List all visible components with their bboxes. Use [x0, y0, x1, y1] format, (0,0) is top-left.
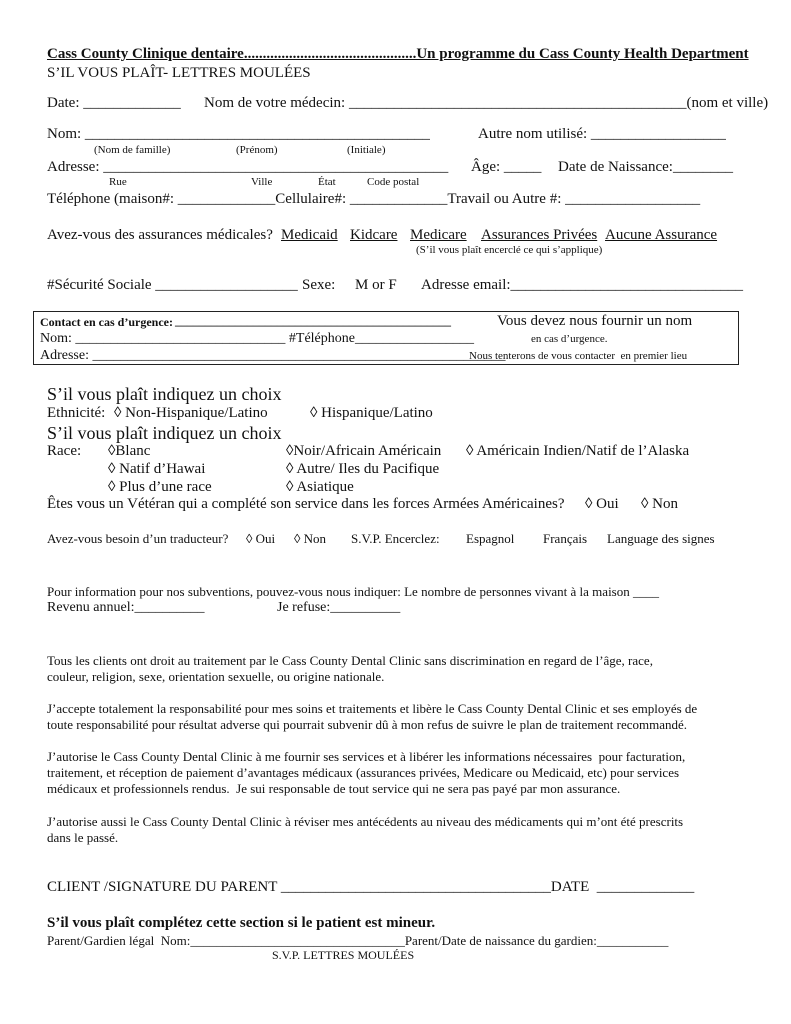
other-name-field[interactable]: Autre nom utilisé: __________________: [478, 126, 726, 142]
race-option-multiple[interactable]: ◊ Plus d’une race: [108, 479, 212, 495]
nondiscrimination-paragraph-line2: couleur, religion, sexe, orientation sexuelle, ou origine nationale.: [47, 669, 385, 684]
zip-caption: Code postal: [367, 176, 420, 188]
emergency-note-line2: en cas d’urgence.: [531, 333, 608, 345]
insurance-note: (S’il vous plaît encerclé ce qui s’applique): [416, 244, 603, 256]
authorization-paragraph-line1: J’autorise le Cass County Dental Clinic à me fournir ses services et à libérer les informations nécessaires pour facturation,: [47, 749, 686, 764]
translator-option-no[interactable]: ◊ Non: [294, 531, 327, 546]
language-option-spanish[interactable]: Espagnol: [466, 531, 515, 546]
birth-date-field[interactable]: Date de Naissance:________: [558, 159, 733, 175]
form-header-title: Cass County Clinique dentaire..............................................Un programme du Cass County Health Department: [47, 46, 749, 62]
race-option-native-american[interactable]: ◊ Américain Indien/Natif de l’Alaska: [466, 443, 690, 459]
authorization-paragraph-line3: médicaux et professionnels rendus. Je sui responsable de tout service qui ne sera pas payé par mon assurance.: [47, 781, 621, 796]
print-instruction: S’IL VOUS PLAÎT- LETTRES MOULÉES: [47, 65, 311, 81]
race-option-asian[interactable]: ◊ Asiatique: [286, 479, 354, 495]
guardian-print-instruction: S.V.P. LETTRES MOULÉES: [272, 948, 415, 962]
doctor-name-field[interactable]: Nom de votre médecin: _____________________________________________(nom et ville): [204, 95, 769, 111]
insurance-option-medicaid[interactable]: Medicaid: [281, 227, 338, 243]
race-option-hawaiian[interactable]: ◊ Natif d’Hawai: [108, 461, 206, 477]
insurance-question: Avez-vous des assurances médicales?: [47, 227, 273, 243]
emergency-address-field[interactable]: Adresse: ___________________________________________________________: [40, 348, 506, 363]
authorization-paragraph-line2: traitement, et réception de paiement d’avantages médicaux (assurances privées, Medicare ou Medicaid, etc) pour services: [47, 765, 680, 780]
emergency-note-line1: Vous devez nous fournir un nom: [497, 313, 693, 329]
emergency-contact-title: Contact en cas d’urgence:: [40, 315, 173, 329]
age-field[interactable]: Âge: _____: [471, 159, 542, 175]
street-caption: Rue: [109, 176, 127, 188]
emergency-note-line3: Nous tenterons de vous contacter en premier lieu: [469, 350, 688, 362]
household-count-field[interactable]: Pour information pour nos subventions, pouvez-vous nous indiquer: Le nombre de personnes vivant à la maison ____: [47, 584, 659, 599]
annual-income-field[interactable]: Revenu annuel:__________: [47, 600, 205, 615]
phone-fields[interactable]: Téléphone (maison#: _____________Cellulaire#: _____________Travail ou Autre #: __________________: [47, 191, 701, 207]
insurance-option-kidcare[interactable]: Kidcare: [350, 227, 398, 243]
state-caption: État: [318, 176, 336, 188]
veteran-option-yes[interactable]: ◊ Oui: [585, 496, 619, 512]
translator-option-yes[interactable]: ◊ Oui: [246, 531, 276, 546]
insurance-option-none[interactable]: Aucune Assurance: [605, 227, 718, 243]
emergency-contact-title-line: ______________________________________________: [175, 314, 451, 328]
address-field[interactable]: Adresse: ______________________________________________: [47, 159, 449, 175]
ethnicity-option-hispanic[interactable]: ◊ Hispanique/Latino: [310, 405, 433, 421]
medication-paragraph-line2: dans le passé.: [47, 830, 119, 845]
first-name-caption: (Prénom): [236, 144, 278, 156]
race-option-black[interactable]: ◊Noir/Africain Américain: [286, 443, 442, 459]
responsibility-paragraph-line2: toute responsabilité pour résultat adverse qui pourrait subvenir dû à mon refus de suivre le plan de traitement recommandé.: [47, 717, 688, 732]
language-option-french[interactable]: Français: [543, 531, 588, 546]
language-option-sign[interactable]: Language des signes: [607, 531, 715, 546]
emergency-name-phone-fields[interactable]: Nom: ______________________________ #Téléphone_________________: [40, 331, 474, 346]
name-field[interactable]: Nom: ______________________________________________: [47, 126, 430, 142]
sex-options[interactable]: M or F: [355, 277, 397, 293]
responsibility-paragraph-line1: J’accepte totalement la responsabilité pour mes soins et traitements et libère le Cass County Dental Clinic et ses employés de: [47, 701, 698, 716]
insurance-option-private[interactable]: Assurances Privées: [481, 227, 598, 243]
date-field[interactable]: Date: _____________: [47, 95, 181, 111]
email-field[interactable]: Adresse email:_______________________________: [421, 277, 744, 293]
signature-date-field[interactable]: CLIENT /SIGNATURE DU PARENT ____________________________________DATE _____________: [47, 879, 695, 895]
ssn-field[interactable]: #Sécurité Sociale ___________________: [47, 277, 298, 293]
ethnicity-label: Ethnicité:: [47, 405, 106, 421]
medication-paragraph-line1: J’autorise aussi le Cass County Dental Clinic à réviser mes antécédents au niveau des médicaments qui m’ont été prescrits: [47, 814, 684, 829]
race-heading: S’il vous plaît indiquez un choix: [47, 423, 282, 443]
initial-caption: (Initiale): [347, 144, 386, 156]
insurance-option-medicare[interactable]: Medicare: [410, 227, 467, 243]
minor-section-heading: S’il vous plaît complétez cette section si le patient est mineur.: [47, 915, 436, 931]
veteran-question: Êtes vous un Vétéran qui a complété son service dans les forces Armées Américaines?: [47, 496, 565, 512]
translator-circle-label: S.V.P. Encerclez:: [351, 531, 440, 546]
ethnicity-option-non-hispanic[interactable]: ◊ Non-Hispanique/Latino: [114, 405, 268, 421]
race-label: Race:: [47, 443, 82, 459]
sex-label: Sexe:: [302, 277, 336, 293]
guardian-fields[interactable]: Parent/Gardien légal Nom:_________________________________Parent/Date de naissance du gardien:___________: [47, 933, 669, 948]
nondiscrimination-paragraph-line1: Tous les clients ont droit au traitement par le Cass County Dental Clinic sans discrimination en regard de l’âge, race,: [47, 653, 653, 668]
veteran-option-no[interactable]: ◊ Non: [641, 496, 678, 512]
city-caption: Ville: [251, 176, 273, 188]
race-option-pacific[interactable]: ◊ Autre/ Iles du Pacifique: [286, 461, 440, 477]
race-option-white[interactable]: ◊Blanc: [108, 443, 151, 459]
refuse-field[interactable]: Je refuse:__________: [277, 600, 401, 615]
translator-question: Avez-vous besoin d’un traducteur?: [47, 531, 229, 546]
ethnicity-heading: S’il vous plaît indiquez un choix: [47, 384, 282, 404]
last-name-caption: (Nom de famille): [94, 144, 171, 156]
